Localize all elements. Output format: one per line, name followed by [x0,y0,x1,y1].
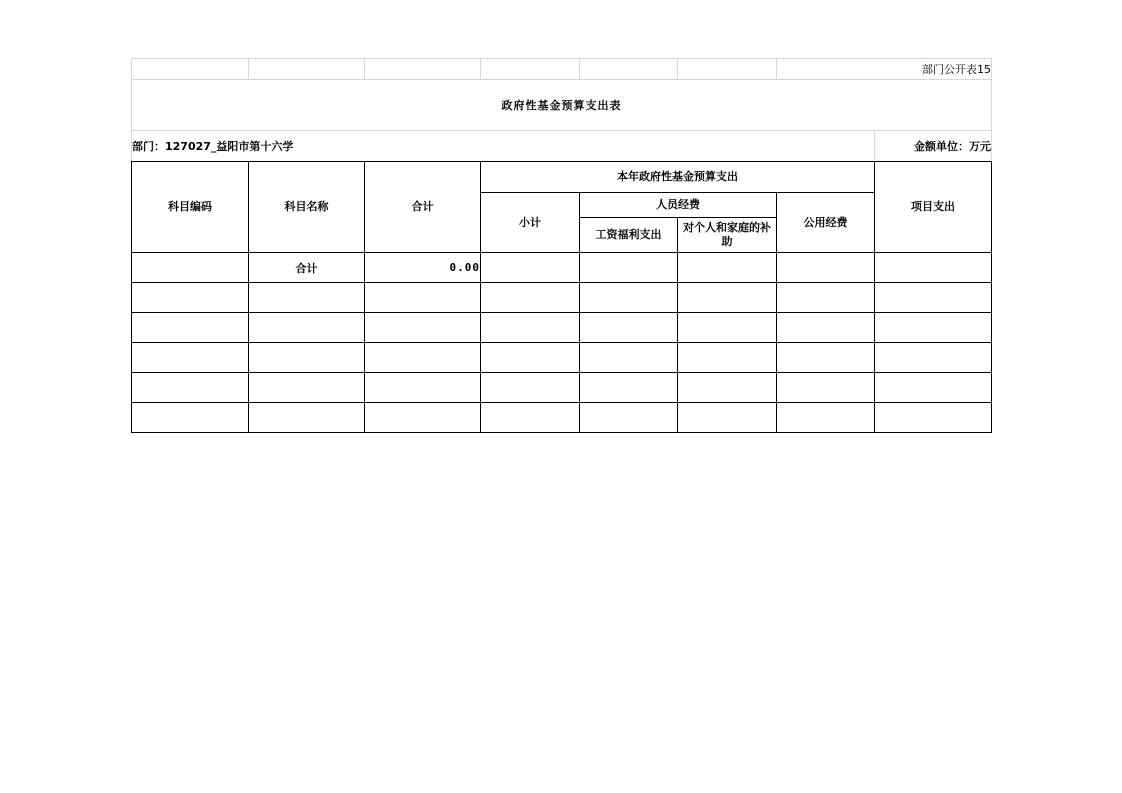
cell-project[interactable] [875,403,992,433]
cell-code[interactable] [132,343,249,373]
cell-project[interactable] [875,313,992,343]
cell-total[interactable] [365,343,481,373]
cell-total[interactable]: 0.00 [365,253,481,283]
cell-subtotal[interactable] [481,253,580,283]
grid-cell[interactable] [249,59,365,80]
cell-wages[interactable] [580,283,678,313]
grid-row [132,59,992,80]
cell-project[interactable] [875,373,992,403]
cell-subsidy[interactable] [678,313,777,343]
cell-subsidy[interactable] [678,253,777,283]
cell-public[interactable] [777,313,875,343]
cell-total[interactable] [365,373,481,403]
cell-subsidy[interactable] [678,373,777,403]
cell-code[interactable] [132,313,249,343]
cell-total[interactable] [365,403,481,433]
meta-row [132,131,992,162]
cell-name[interactable] [249,283,365,313]
cell-name[interactable] [249,373,365,403]
cell-total[interactable] [365,283,481,313]
cell-wages[interactable] [580,253,678,283]
form-code[interactable]: 部门公开表15 [777,59,992,80]
budget-table [131,58,992,433]
grid-cell[interactable] [678,59,777,80]
cell-project[interactable] [875,253,992,283]
table-row [132,373,992,403]
header-subject-code[interactable]: 科目编码 [132,162,249,253]
table-row [132,403,992,433]
header-subject-name[interactable]: 科目名称 [249,162,365,253]
cell-wages[interactable] [580,403,678,433]
cell-public[interactable] [777,373,875,403]
page-title[interactable]: 政府性基金预算支出表 [132,80,992,131]
grid-cell[interactable] [365,59,481,80]
grid-cell[interactable] [580,59,678,80]
cell-subsidy[interactable] [678,343,777,373]
table-row [132,283,992,313]
table-row [132,313,992,343]
cell-wages[interactable] [580,313,678,343]
cell-public[interactable] [777,253,875,283]
cell-subtotal[interactable] [481,373,580,403]
header-current-year-group[interactable]: 本年政府性基金预算支出 [481,162,875,193]
cell-code[interactable] [132,253,249,283]
cell-name[interactable] [249,313,365,343]
cell-code[interactable] [132,283,249,313]
cell-project[interactable] [875,283,992,313]
cell-project[interactable] [875,343,992,373]
table-row [132,343,992,373]
cell-wages[interactable] [580,343,678,373]
header-wages-welfare[interactable]: 工资福利支出 [580,218,678,253]
grid-cell[interactable] [132,59,249,80]
unit-label[interactable]: 金额单位：万元 [875,131,992,162]
cell-total[interactable] [365,313,481,343]
cell-subtotal[interactable] [481,343,580,373]
header-personnel-group[interactable]: 人员经费 [580,193,777,218]
header-public-funds[interactable]: 公用经费 [777,193,875,253]
cell-name[interactable]: 合计 [249,253,365,283]
cell-public[interactable] [777,403,875,433]
header-total[interactable]: 合计 [365,162,481,253]
cell-code[interactable] [132,373,249,403]
cell-public[interactable] [777,343,875,373]
cell-subtotal[interactable] [481,283,580,313]
header-project-expense[interactable]: 项目支出 [875,162,992,253]
cell-subsidy[interactable] [678,283,777,313]
cell-name[interactable] [249,343,365,373]
cell-name[interactable] [249,403,365,433]
title-row [132,80,992,131]
department-label[interactable]: 部门：127027_益阳市第十六学 [132,131,875,162]
header-subtotal[interactable]: 小计 [481,193,580,253]
cell-wages[interactable] [580,373,678,403]
cell-subtotal[interactable] [481,313,580,343]
grid-cell[interactable] [481,59,580,80]
table-row [132,253,992,283]
header-individual-subsidy[interactable]: 对个人和家庭的补助 [678,218,777,253]
cell-code[interactable] [132,403,249,433]
header-row-1 [132,162,992,193]
cell-subtotal[interactable] [481,403,580,433]
cell-subsidy[interactable] [678,403,777,433]
cell-public[interactable] [777,283,875,313]
